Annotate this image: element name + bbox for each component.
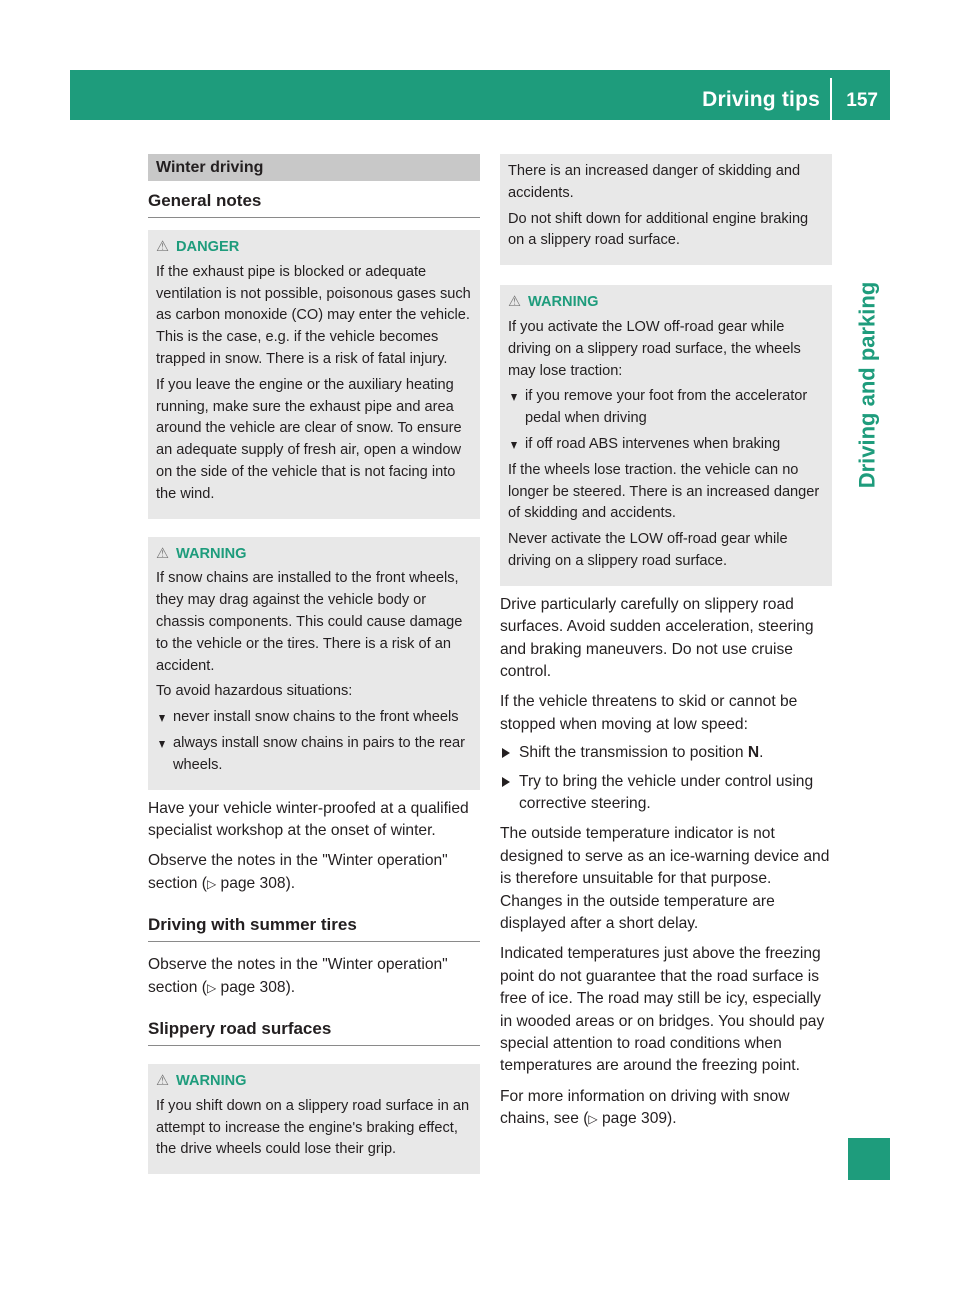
warning-title <box>156 544 473 566</box>
page-ref-link[interactable]: page 309 <box>602 1110 668 1128</box>
danger-text-1: If the exhaust pipe is blocked or adequate ventilation is not possible, poisonous gases such as carbon monoxide (CO) may enter the vehicle. This is the case, e.g. if the vehicle becomes trapped in snow. There is a risk of fatal injury. <box>156 263 471 367</box>
action-text: Shift the transmission to position <box>519 744 748 762</box>
danger-box <box>148 230 480 519</box>
warning-box-snow-chains <box>148 537 480 790</box>
list-item: never install snow chains to the front wheels <box>156 707 473 729</box>
warning-title <box>156 1071 473 1093</box>
warning-title <box>508 292 825 314</box>
paragraph-ref <box>148 954 480 999</box>
ref-text-end: ). <box>285 874 296 892</box>
warning-text-1: If you shift down on a slippery road surface in an attempt to increase the engine's braking effect, the drive wheels could lose their grip. <box>156 1097 470 1158</box>
warning-triangle-icon: ⚠ <box>156 1072 170 1089</box>
list-item: always install snow chains in pairs to the rear wheels. <box>156 733 473 777</box>
warning-text-1: If you activate the LOW off-road gear while driving on a slippery road surface, the wheels may lose traction: <box>508 318 801 379</box>
warning-box-low-gear <box>500 285 832 586</box>
warning-label: WARNING <box>176 1072 247 1089</box>
action-item: Try to bring the vehicle under control using corrective steering. <box>500 771 832 816</box>
list-item: if off road ABS intervenes when braking <box>508 434 825 456</box>
summer-tires-heading: Driving with summer tires <box>148 915 480 942</box>
warning-box-continued <box>500 154 832 265</box>
side-tab <box>846 255 888 515</box>
header-divider <box>830 78 832 120</box>
page-ref-link[interactable]: page 308 <box>220 874 286 892</box>
warning-bullet-list <box>508 386 825 455</box>
paragraph: Have your vehicle winter-proofed at a qualified specialist workshop at the onset of winter. <box>148 799 469 839</box>
ref-text-end: ). <box>667 1110 677 1128</box>
danger-label: DANGER <box>176 239 240 255</box>
ref-text: Observe the notes in the "Winter operation" section ( <box>148 852 448 892</box>
page-ref-link[interactable]: page 308 <box>220 978 286 996</box>
warning-triangle-icon: ⚠ <box>156 545 170 562</box>
warning-label: WARNING <box>176 545 247 562</box>
ref-text: Observe the notes in the "Winter operation" section ( <box>148 956 448 996</box>
general-notes-heading: General notes <box>148 191 480 218</box>
ref-text-end: ). <box>285 978 296 996</box>
action-list <box>500 742 832 815</box>
warning-label: WARNING <box>528 294 599 311</box>
list-item: if you remove your foot from the accelerator pedal when driving <box>508 386 825 430</box>
warning-text-3: Never activate the LOW off-road gear while driving on a slippery road surface. <box>508 531 788 569</box>
action-text-end: . <box>759 744 764 762</box>
warning-text-1: If snow chains are installed to the front wheels, they may drag against the vehicle body or chassis components. This could cause damage to the vehicle or the tires. There is a risk of an accident. <box>156 570 463 674</box>
warning-cont-text-1: There is an increased danger of skidding and accidents. <box>508 163 801 201</box>
slippery-roads-heading: Slippery road surfaces <box>148 1019 480 1046</box>
page-ref-arrow-icon: ▷ <box>588 1112 598 1127</box>
side-tab-marker <box>848 1138 890 1180</box>
right-column <box>500 154 832 1131</box>
paragraph: If the vehicle threatens to skid or cannot be stopped when moving at low speed: <box>500 693 798 733</box>
warning-bullet-list <box>156 707 473 776</box>
warning-box-downshift <box>148 1064 480 1174</box>
paragraph-ref <box>148 850 480 895</box>
gear-position: N <box>747 744 760 762</box>
header-bar <box>70 70 890 120</box>
paragraph: Drive particularly carefully on slippery road surfaces. Avoid sudden acceleration, steering and braking maneuvers. Do not use cruise control. <box>500 595 814 680</box>
paragraph: Indicated temperatures just above the freezing point do not guarantee that the road surface is free of ice. The road may still be icy, especially in wooded areas or on bridges. You should pay special attention to road conditions when temperatures are around the freezing point. <box>500 945 825 1075</box>
action-item <box>500 742 832 764</box>
warning-text-2: To avoid hazardous situations: <box>156 683 353 700</box>
page-ref-arrow-icon: ▷ <box>206 876 217 891</box>
chapter-title: Driving tips <box>702 88 820 111</box>
ref-text: For more information on driving with snow chains, see ( <box>500 1087 790 1128</box>
danger-text-2: If you leave the engine or the auxiliary heating running, make sure the exhaust pipe and area around the vehicle are clear of snow. To ensure an adequate supply of fresh air, open a window on the side of the vehicle that is not facing into the wind. <box>156 376 462 502</box>
warning-text-2: If the wheels lose traction. the vehicle can no longer be steered. There is an increased danger of skidding and accidents. <box>508 461 820 522</box>
section-title: Winter driving <box>148 154 480 181</box>
danger-title <box>156 237 473 259</box>
left-column <box>148 154 480 1174</box>
paragraph-ref <box>500 1086 832 1131</box>
side-tab-label: Driving and parking <box>854 281 879 489</box>
paragraph: The outside temperature indicator is not designed to serve as an ice-warning device and is therefore unsuitable for that purpose. Changes in the outside temperature are displayed after a short delay. <box>500 825 830 933</box>
warning-cont-text-2: Do not shift down for additional engine braking on a slippery road surface. <box>508 210 809 249</box>
page-ref-arrow-icon: ▷ <box>206 980 217 995</box>
warning-triangle-icon: ⚠ <box>156 239 170 255</box>
warning-triangle-icon: ⚠ <box>508 294 522 311</box>
page-number: 157 <box>846 90 878 111</box>
